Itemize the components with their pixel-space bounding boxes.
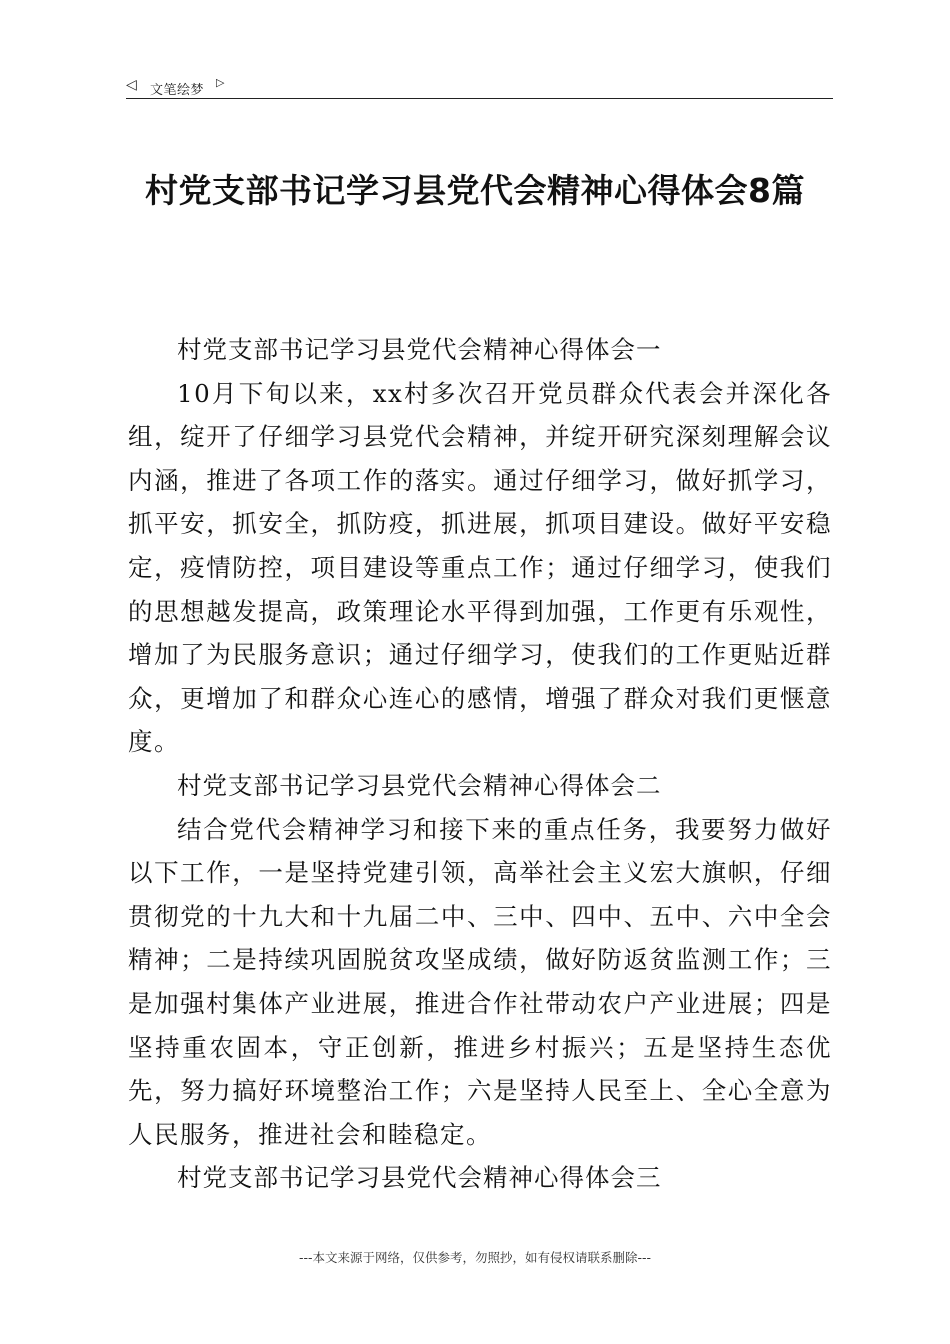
section-paragraph-2: 结合党代会精神学习和接下来的重点任务，我要努力做好以下工作，一是坚持党建引领，高举社会主义宏大旗帜，仔细贯彻党的十九大和十九届二中、三中、四中、五中、六中全会精神；二是持续巩固脱贫攻坚成绩，做好防返贫监测工作；三是加强村集体产业进展，推进合作社带动农户产业进展；四是坚持重农固本，守正创新，推进乡村振兴；五是坚持生态优先，努力搞好环境整治工作；六是坚持人民至上、全心全意为人民服务，推进社会和睦稳定。 <box>128 814 832 1149</box>
page-header <box>126 72 833 99</box>
section-heading-2: 村党支部书记学习县党代会精神心得体会二 <box>177 770 662 800</box>
header-brand: 文笔绘梦 <box>150 83 205 98</box>
section-paragraph-1: 10月下旬以来，xx村多次召开党员群众代表会并深化各组，绽开了仔细学习县党代会精神，并绽开研究深刻理解会议内涵，推进了各项工作的落实。通过仔细学习，做好抓学习，抓平安，抓安全，抓防疫，抓进展，抓项目建设。做好平安稳定，疫情防控，项目建设等重点工作；通过仔细学习，使我们的思想越发提高，政策理论水平得到加强，工作更有乐观性，增加了为民服务意识；通过仔细学习，使我们的工作更贴近群众，更增加了和群众心连心的感情，增强了群众对我们更惬意度。 <box>128 378 832 757</box>
page-footer-notice: ---本文来源于网络，仅供参考，勿照抄，如有侵权请联系删除--- <box>298 1250 652 1265</box>
section-heading-3: 村党支部书记学习县党代会精神心得体会三 <box>177 1163 662 1193</box>
section-heading-1: 村党支部书记学习县党代会精神心得体会一 <box>177 335 662 364</box>
triangle-right-icon: ▷ <box>216 76 225 89</box>
triangle-left-icon: ◁ <box>126 77 137 93</box>
document-body <box>128 328 832 1200</box>
document-title: 村党支部书记学习县党代会精神心得体会8篇 <box>145 171 805 210</box>
